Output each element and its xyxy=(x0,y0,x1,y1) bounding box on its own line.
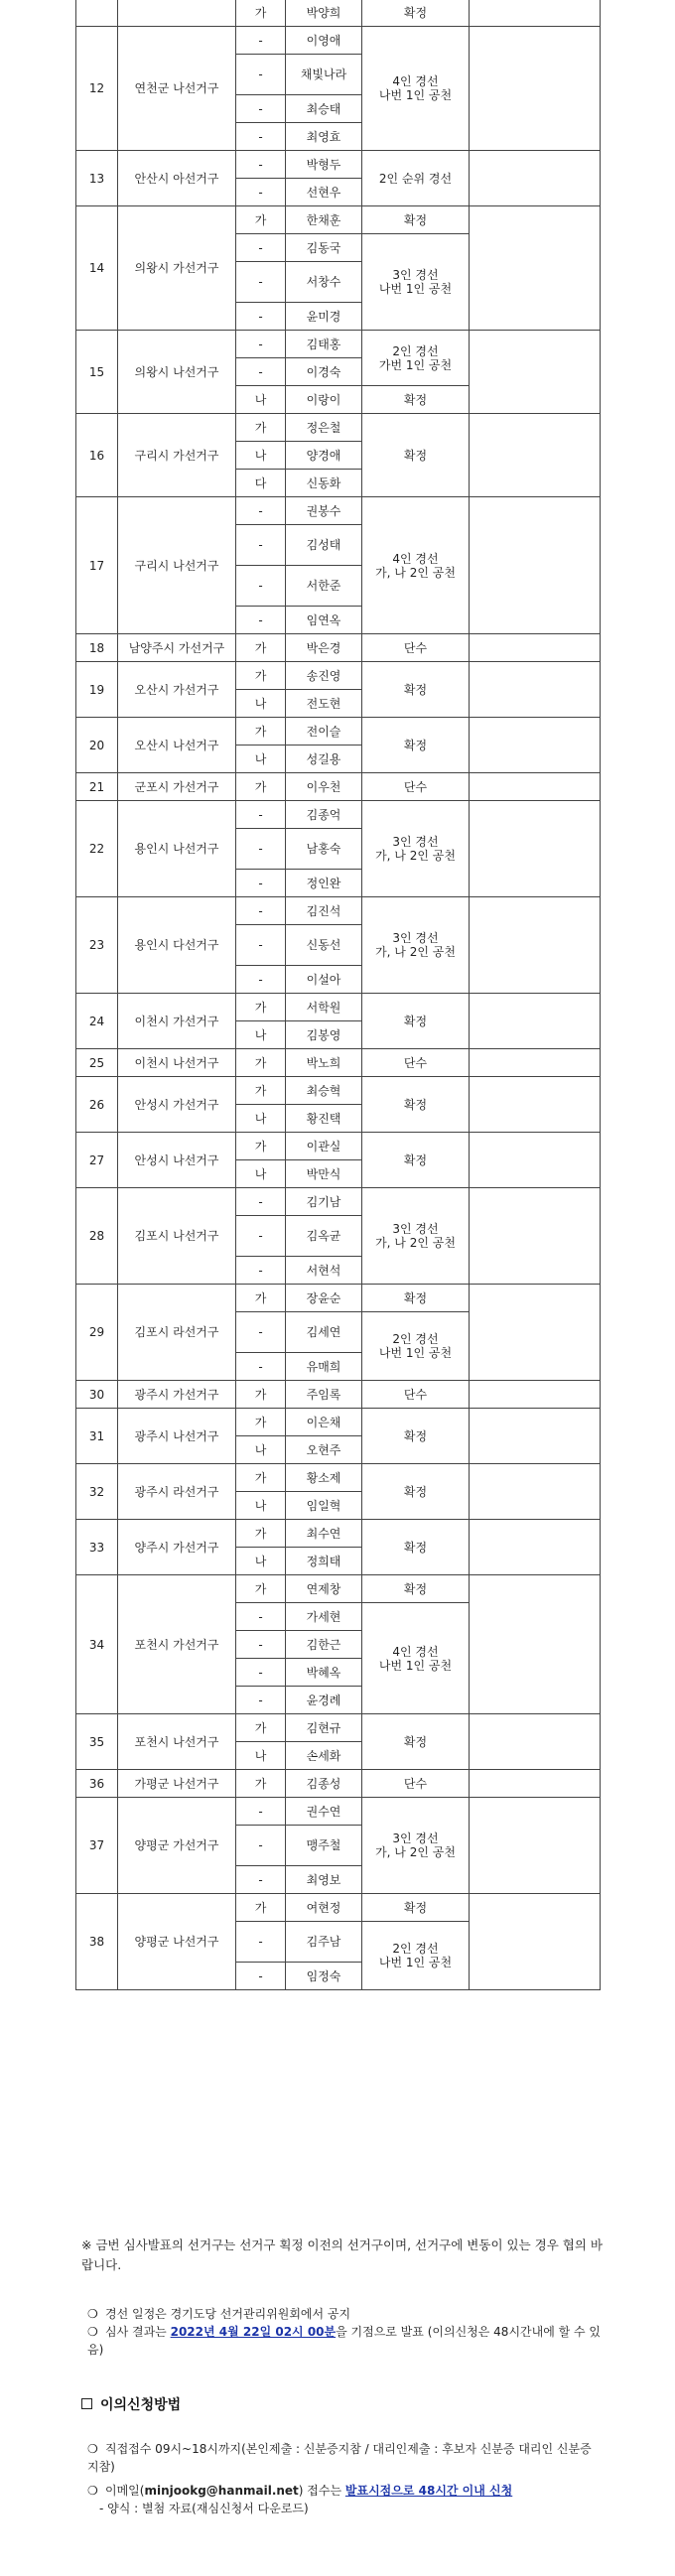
candidate-name: 여현정 xyxy=(286,1894,362,1922)
candidate-name: 신동선 xyxy=(286,925,362,966)
table-row xyxy=(76,718,601,746)
ballot-mark: 가 xyxy=(236,1464,286,1492)
ballot-mark: - xyxy=(236,897,286,925)
table-row xyxy=(76,1285,601,1312)
district-name: 광주시 가선거구 xyxy=(118,1381,236,1409)
empty-cell xyxy=(470,773,601,801)
district-number: 36 xyxy=(76,1770,118,1798)
ballot-mark: - xyxy=(236,123,286,151)
ballot-mark: 가 xyxy=(236,1285,286,1312)
table-row xyxy=(76,0,601,27)
email-address[interactable]: minjookg@hanmail.net xyxy=(144,2484,299,2498)
ballot-mark: - xyxy=(236,1188,286,1216)
table-row xyxy=(76,1381,601,1409)
district-number: 19 xyxy=(76,662,118,718)
empty-cell xyxy=(470,1049,601,1077)
district-number: 32 xyxy=(76,1464,118,1520)
table-row xyxy=(76,773,601,801)
candidate-name: 정희태 xyxy=(286,1548,362,1575)
district-number: 12 xyxy=(76,27,118,151)
table-row xyxy=(76,497,601,525)
ballot-mark: 가 xyxy=(236,414,286,442)
candidate-name: 손세화 xyxy=(286,1742,362,1770)
candidate-name: 김옥균 xyxy=(286,1216,362,1257)
ballot-mark: - xyxy=(236,1798,286,1826)
screening-result: 확정 xyxy=(362,994,470,1049)
table-row xyxy=(76,1894,601,1922)
candidate-name: 박은경 xyxy=(286,634,362,662)
candidate-name: 최승태 xyxy=(286,95,362,123)
district-name: 양주시 가선거구 xyxy=(118,1520,236,1575)
table-row xyxy=(76,1077,601,1105)
candidate-name: 채빛나라 xyxy=(286,55,362,95)
district-number: 18 xyxy=(76,634,118,662)
ballot-mark: - xyxy=(236,1631,286,1659)
district-name: 용인시 다선거구 xyxy=(118,897,236,994)
screening-result: 확정 xyxy=(362,414,470,497)
candidate-name: 전이슬 xyxy=(286,718,362,746)
district-name: 포천시 가선거구 xyxy=(118,1575,236,1714)
screening-result: 단수 xyxy=(362,634,470,662)
candidate-name: 이랑이 xyxy=(286,386,362,414)
checkbox-square-icon xyxy=(81,2398,92,2409)
district-number: 38 xyxy=(76,1894,118,1990)
candidate-name: 박노희 xyxy=(286,1049,362,1077)
email-deadline: 발표시점으로 48시간 이내 신청 xyxy=(344,2484,513,2498)
screening-result: 단수 xyxy=(362,1770,470,1798)
ballot-mark: 가 xyxy=(236,1381,286,1409)
screening-result: 확정 xyxy=(362,1285,470,1312)
ballot-mark: - xyxy=(236,497,286,525)
empty-cell xyxy=(470,1894,601,1990)
ballot-mark: - xyxy=(236,151,286,179)
district-number: 13 xyxy=(76,151,118,206)
candidate-name: 김현규 xyxy=(286,1714,362,1742)
ballot-mark: 나 xyxy=(236,1548,286,1575)
ballot-mark: 다 xyxy=(236,470,286,497)
district-name: 이천시 가선거구 xyxy=(118,994,236,1049)
district-number: 31 xyxy=(76,1409,118,1464)
ballot-mark: 가 xyxy=(236,1894,286,1922)
candidate-name: 임정숙 xyxy=(286,1963,362,1990)
district-number: 34 xyxy=(76,1575,118,1714)
ballot-mark: 나 xyxy=(236,746,286,773)
district-number: 26 xyxy=(76,1077,118,1133)
ballot-mark: - xyxy=(236,1826,286,1866)
district-name: 양평군 가선거구 xyxy=(118,1798,236,1894)
candidate-name: 박혜옥 xyxy=(286,1659,362,1687)
candidate-name: 맹주철 xyxy=(286,1826,362,1866)
empty-cell xyxy=(470,414,601,497)
ballot-mark: 가 xyxy=(236,994,286,1021)
district-name: 오산시 가선거구 xyxy=(118,662,236,718)
empty-cell xyxy=(470,206,601,331)
screening-result: 단수 xyxy=(362,1381,470,1409)
district-name: 군포시 가선거구 xyxy=(118,773,236,801)
ballot-mark: - xyxy=(236,331,286,358)
ballot-mark: 가 xyxy=(236,1770,286,1798)
candidate-name: 이관실 xyxy=(286,1133,362,1160)
candidate-name: 한채훈 xyxy=(286,206,362,234)
candidate-name: 황소제 xyxy=(286,1464,362,1492)
empty-cell xyxy=(470,1464,601,1520)
empty-cell xyxy=(470,801,601,897)
table-row xyxy=(76,331,601,358)
district-number: 28 xyxy=(76,1188,118,1285)
candidate-name: 최승혁 xyxy=(286,1077,362,1105)
candidate-table xyxy=(75,0,601,1990)
ballot-mark: 가 xyxy=(236,0,286,27)
empty-cell xyxy=(470,1133,601,1188)
district-name: 이천시 나선거구 xyxy=(118,1049,236,1077)
table-row xyxy=(76,1520,601,1548)
candidate-name: 최영효 xyxy=(286,123,362,151)
ballot-mark: - xyxy=(236,234,286,262)
district-number: 30 xyxy=(76,1381,118,1409)
district-name: 가평군 나선거구 xyxy=(118,1770,236,1798)
table-row xyxy=(76,151,601,179)
screening-result: 확정 xyxy=(362,0,470,27)
screening-result: 2인 순위 경선 xyxy=(362,151,470,206)
candidate-name: 전도현 xyxy=(286,690,362,718)
candidate-name: 김종억 xyxy=(286,801,362,829)
table-row xyxy=(76,662,601,690)
candidate-name: 임연옥 xyxy=(286,607,362,634)
table-row xyxy=(76,1770,601,1798)
district-name: 김포시 라선거구 xyxy=(118,1285,236,1381)
table-row xyxy=(76,1188,601,1216)
candidate-name: 최수연 xyxy=(286,1520,362,1548)
empty-cell xyxy=(470,27,601,151)
table-row xyxy=(76,634,601,662)
empty-cell xyxy=(470,994,601,1049)
ballot-mark: 나 xyxy=(236,386,286,414)
candidate-name: 이경숙 xyxy=(286,358,362,386)
empty-cell xyxy=(470,1188,601,1285)
screening-result: 단수 xyxy=(362,1049,470,1077)
ballot-mark: 가 xyxy=(236,1133,286,1160)
candidate-name: 박만식 xyxy=(286,1160,362,1188)
district-name: 의왕시 나선거구 xyxy=(118,331,236,414)
empty-cell xyxy=(470,718,601,773)
empty-cell xyxy=(470,1077,601,1133)
candidate-name: 성길용 xyxy=(286,746,362,773)
table-row xyxy=(76,1464,601,1492)
table-row xyxy=(76,897,601,925)
ballot-mark: - xyxy=(236,1922,286,1963)
ballot-mark: - xyxy=(236,1312,286,1353)
district-number: 25 xyxy=(76,1049,118,1077)
candidate-name: 김주남 xyxy=(286,1922,362,1963)
email-filing-note: ❍ 이메일(minjookg@hanmail.net) 접수는 발표시점으로 48시간 이내 신청 xyxy=(87,2484,513,2498)
candidate-name: 가세현 xyxy=(286,1603,362,1631)
candidate-name: 서현석 xyxy=(286,1257,362,1285)
candidate-name: 김세연 xyxy=(286,1312,362,1353)
district-number: 21 xyxy=(76,773,118,801)
district-name: 안산시 아선거구 xyxy=(118,151,236,206)
candidate-name: 서창수 xyxy=(286,262,362,303)
table-row xyxy=(76,801,601,829)
screening-result: 4인 경선 나번 1인 공천 xyxy=(362,1603,470,1714)
screening-result: 2인 경선 나번 1인 공천 xyxy=(362,1922,470,1990)
ballot-mark: 가 xyxy=(236,634,286,662)
table-row xyxy=(76,1409,601,1436)
district-name: 광주시 라선거구 xyxy=(118,1464,236,1520)
district-number: 22 xyxy=(76,801,118,897)
ballot-mark: - xyxy=(236,262,286,303)
district-number: 27 xyxy=(76,1133,118,1188)
ballot-mark: - xyxy=(236,179,286,206)
district-name: 구리시 나선거구 xyxy=(118,497,236,634)
district-name: 구리시 가선거구 xyxy=(118,414,236,497)
empty-cell xyxy=(470,662,601,718)
empty-cell xyxy=(470,634,601,662)
district-number: 17 xyxy=(76,497,118,634)
screening-result: 확정 xyxy=(362,1714,470,1770)
ballot-mark: - xyxy=(236,358,286,386)
candidate-name: 박양희 xyxy=(286,0,362,27)
district-name: 광주시 나선거구 xyxy=(118,1409,236,1464)
ballot-mark: 가 xyxy=(236,1714,286,1742)
screening-result: 2인 경선 가번 1인 공천 xyxy=(362,331,470,386)
empty-cell xyxy=(470,1770,601,1798)
ballot-mark: - xyxy=(236,1866,286,1894)
screening-result: 확정 xyxy=(362,1409,470,1464)
result-note: ❍ 심사 결과는 2022년 4월 22일 02시 00분을 기점으로 발표 (이의신청은 48시간내에 할 수 있음) xyxy=(87,2325,602,2357)
empty-cell xyxy=(470,0,601,27)
ballot-mark: - xyxy=(236,55,286,95)
ballot-mark: 나 xyxy=(236,1436,286,1464)
district-name: 의왕시 가선거구 xyxy=(118,206,236,331)
district-number: 15 xyxy=(76,331,118,414)
table-row xyxy=(76,414,601,442)
ballot-mark: 나 xyxy=(236,442,286,470)
candidate-name: 정인완 xyxy=(286,870,362,897)
candidate-name: 서한준 xyxy=(286,566,362,607)
candidate-name: 연제창 xyxy=(286,1575,362,1603)
candidate-name: 송진영 xyxy=(286,662,362,690)
screening-result: 3인 경선 가, 나 2인 공천 xyxy=(362,1188,470,1285)
candidate-name: 김진석 xyxy=(286,897,362,925)
screening-result: 확정 xyxy=(362,206,470,234)
objection-heading: 이의신청방법 xyxy=(81,2394,181,2414)
candidate-name: 김태홍 xyxy=(286,331,362,358)
ballot-mark: - xyxy=(236,303,286,331)
table-row xyxy=(76,27,601,55)
ballot-mark: - xyxy=(236,801,286,829)
ballot-mark: 가 xyxy=(236,1049,286,1077)
ballot-mark: 가 xyxy=(236,1409,286,1436)
candidate-name: 정은철 xyxy=(286,414,362,442)
candidate-name: 선현우 xyxy=(286,179,362,206)
district-number: 20 xyxy=(76,718,118,773)
district-notice: ※ 금번 심사발표의 선거구는 선거구 획정 이전의 선거구이며, 선거구에 변동이 있는 경우 협의 바랍니다. xyxy=(81,2237,603,2272)
empty-cell xyxy=(470,897,601,994)
ballot-mark: - xyxy=(236,1257,286,1285)
screening-result: 3인 경선 가, 나 2인 공천 xyxy=(362,801,470,897)
candidate-name: 김종성 xyxy=(286,1770,362,1798)
candidate-name: 이우천 xyxy=(286,773,362,801)
empty-cell xyxy=(470,1285,601,1381)
district-number xyxy=(76,0,118,27)
district-number: 14 xyxy=(76,206,118,331)
screening-result: 2인 경선 나번 1인 공천 xyxy=(362,1312,470,1381)
empty-cell xyxy=(470,1381,601,1409)
district-name: 김포시 나선거구 xyxy=(118,1188,236,1285)
district-number: 35 xyxy=(76,1714,118,1770)
district-number: 29 xyxy=(76,1285,118,1381)
candidate-name: 장윤순 xyxy=(286,1285,362,1312)
ballot-mark: 가 xyxy=(236,206,286,234)
district-name: 포천시 나선거구 xyxy=(118,1714,236,1770)
screening-result: 4인 경선 나번 1인 공천 xyxy=(362,27,470,151)
empty-cell xyxy=(470,331,601,414)
screening-result: 3인 경선 가, 나 2인 공천 xyxy=(362,1798,470,1894)
ballot-mark: 가 xyxy=(236,1520,286,1548)
district-name: 연천군 나선거구 xyxy=(118,27,236,151)
empty-cell xyxy=(470,151,601,206)
candidate-name: 최영보 xyxy=(286,1866,362,1894)
candidate-name: 김성태 xyxy=(286,525,362,566)
screening-result: 확정 xyxy=(362,1894,470,1922)
table-row xyxy=(76,206,601,234)
ballot-mark: 나 xyxy=(236,1105,286,1133)
district-name xyxy=(118,0,236,27)
form-note[interactable]: - 양식 : 별첨 자료(재심신청서 다운로드) xyxy=(99,2502,309,2515)
ballot-mark: - xyxy=(236,95,286,123)
ballot-mark: - xyxy=(236,607,286,634)
table-row xyxy=(76,1798,601,1826)
ballot-mark: - xyxy=(236,1603,286,1631)
ballot-mark: 가 xyxy=(236,1077,286,1105)
ballot-mark: 나 xyxy=(236,690,286,718)
ballot-mark: - xyxy=(236,566,286,607)
ballot-mark: - xyxy=(236,1687,286,1714)
empty-cell xyxy=(470,1575,601,1714)
candidate-name: 윤경례 xyxy=(286,1687,362,1714)
ballot-mark: 가 xyxy=(236,773,286,801)
district-name: 안성시 가선거구 xyxy=(118,1077,236,1133)
ballot-mark: - xyxy=(236,525,286,566)
ballot-mark: - xyxy=(236,1963,286,1990)
screening-result: 확정 xyxy=(362,1575,470,1603)
screening-result: 4인 경선 가, 나 2인 공천 xyxy=(362,497,470,634)
screening-result: 단수 xyxy=(362,773,470,801)
candidate-name: 임일혁 xyxy=(286,1492,362,1520)
candidate-name: 황진택 xyxy=(286,1105,362,1133)
ballot-mark: 가 xyxy=(236,1575,286,1603)
table-row xyxy=(76,1575,601,1603)
empty-cell xyxy=(470,1714,601,1770)
ballot-mark: 나 xyxy=(236,1492,286,1520)
district-name: 용인시 나선거구 xyxy=(118,801,236,897)
candidate-name: 권봉수 xyxy=(286,497,362,525)
ballot-mark: - xyxy=(236,966,286,994)
ballot-mark: - xyxy=(236,1659,286,1687)
screening-result: 확정 xyxy=(362,662,470,718)
candidate-name: 서학원 xyxy=(286,994,362,1021)
schedule-note: ❍ 경선 일정은 경기도당 선거관리위원회에서 공지 xyxy=(87,2307,351,2321)
ballot-mark: - xyxy=(236,1216,286,1257)
empty-cell xyxy=(470,497,601,634)
screening-result: 확정 xyxy=(362,718,470,773)
district-number: 37 xyxy=(76,1798,118,1894)
candidate-name: 오현주 xyxy=(286,1436,362,1464)
ballot-mark: - xyxy=(236,1353,286,1381)
district-name: 안성시 나선거구 xyxy=(118,1133,236,1188)
candidate-name: 신동화 xyxy=(286,470,362,497)
candidate-name: 김한근 xyxy=(286,1631,362,1659)
candidate-name: 유매희 xyxy=(286,1353,362,1381)
visit-filing-note: ❍ 직접접수 09시~18시까지(본인제출 : 신분증지참 / 대리인제출 : 후보자 신분증 대리인 신분증 지참) xyxy=(87,2442,592,2474)
table-row xyxy=(76,1049,601,1077)
ballot-mark: 나 xyxy=(236,1742,286,1770)
candidate-name: 양경애 xyxy=(286,442,362,470)
candidate-name: 김기남 xyxy=(286,1188,362,1216)
ballot-mark: - xyxy=(236,27,286,55)
candidate-name: 윤미경 xyxy=(286,303,362,331)
result-time: 2022년 4월 22일 02시 00분 xyxy=(170,2325,337,2339)
candidate-name: 주임록 xyxy=(286,1381,362,1409)
district-name: 양평군 나선거구 xyxy=(118,1894,236,1990)
screening-result: 확정 xyxy=(362,1464,470,1520)
table-row xyxy=(76,1714,601,1742)
ballot-mark: - xyxy=(236,829,286,870)
screening-result: 3인 경선 나번 1인 공천 xyxy=(362,234,470,331)
ballot-mark: 나 xyxy=(236,1021,286,1049)
district-number: 23 xyxy=(76,897,118,994)
table-row xyxy=(76,1133,601,1160)
district-number: 33 xyxy=(76,1520,118,1575)
ballot-mark: 가 xyxy=(236,662,286,690)
empty-cell xyxy=(470,1520,601,1575)
ballot-mark: 나 xyxy=(236,1160,286,1188)
candidate-name: 김동국 xyxy=(286,234,362,262)
ballot-mark: - xyxy=(236,925,286,966)
district-number: 24 xyxy=(76,994,118,1049)
empty-cell xyxy=(470,1409,601,1464)
district-name: 오산시 나선거구 xyxy=(118,718,236,773)
screening-result: 3인 경선 가, 나 2인 공천 xyxy=(362,897,470,994)
district-number: 16 xyxy=(76,414,118,497)
candidate-name: 김봉영 xyxy=(286,1021,362,1049)
screening-result: 확정 xyxy=(362,386,470,414)
table-row xyxy=(76,994,601,1021)
candidate-name: 이영애 xyxy=(286,27,362,55)
candidate-name: 남홍숙 xyxy=(286,829,362,870)
candidate-name: 권수연 xyxy=(286,1798,362,1826)
candidate-name: 이설아 xyxy=(286,966,362,994)
screening-result: 확정 xyxy=(362,1133,470,1188)
empty-cell xyxy=(470,1798,601,1894)
ballot-mark: 가 xyxy=(236,718,286,746)
ballot-mark: - xyxy=(236,870,286,897)
candidate-name: 이은채 xyxy=(286,1409,362,1436)
screening-result: 확정 xyxy=(362,1077,470,1133)
candidate-name: 박형두 xyxy=(286,151,362,179)
district-name: 남양주시 가선거구 xyxy=(118,634,236,662)
screening-result: 확정 xyxy=(362,1520,470,1575)
